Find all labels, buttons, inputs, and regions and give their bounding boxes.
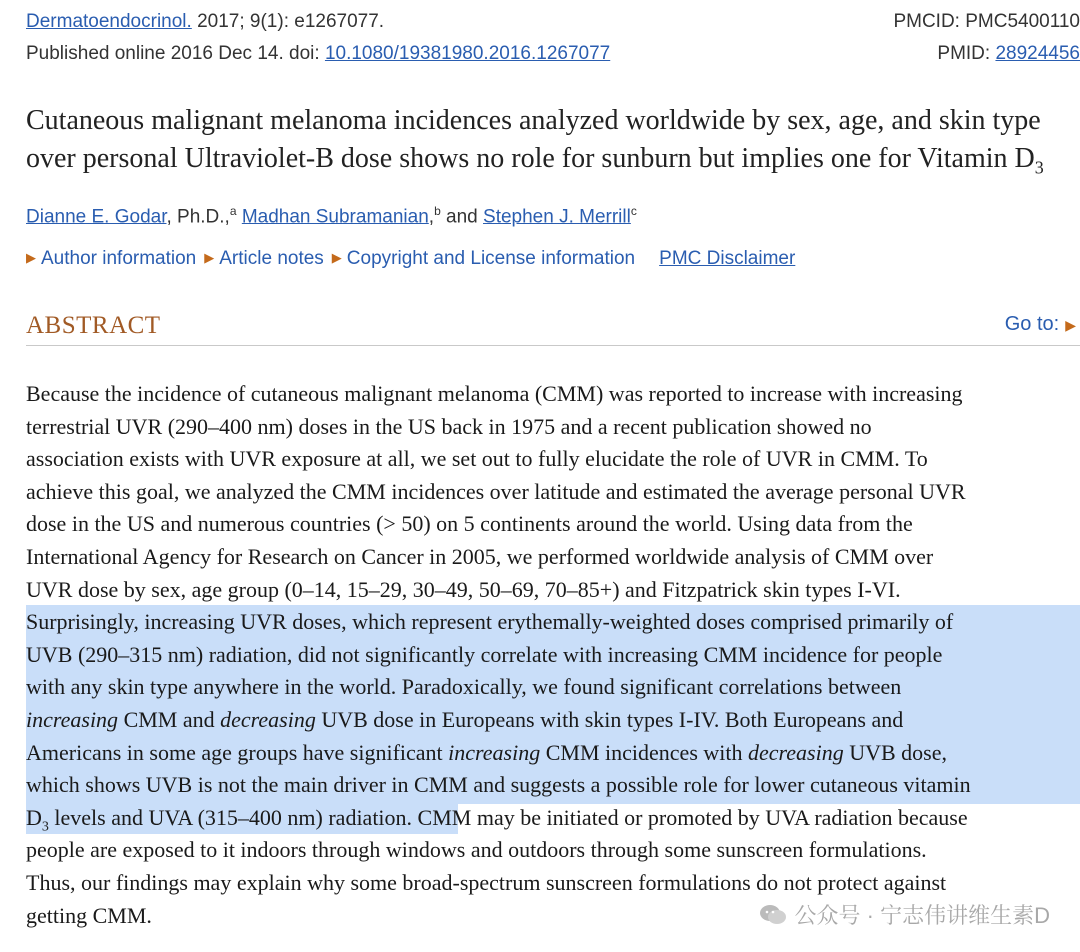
pmid: PMID: 28924456 xyxy=(937,43,1080,64)
triangle-right-icon: ▶ xyxy=(331,250,342,265)
article-note-label: Author information xyxy=(41,248,197,269)
author-list xyxy=(26,198,637,230)
abstract-line: International Agency for Research on Cancer in 2005, we performed worldwide analysis of CMM over xyxy=(26,543,934,569)
doi-link[interactable]: 10.1080/19381980.2016.1267077 xyxy=(324,43,611,64)
abstract-line: Americans in some age groups have significant increasing CMM incidences with decreasing UVB dose, xyxy=(26,739,947,765)
abstract-line: association exists with UVR exposure at all, we set out to fully elucidate the role of UVR in CMM. To xyxy=(26,446,928,472)
author-affiliation-mark: b xyxy=(434,204,441,218)
article-note-label: Article notes xyxy=(219,248,324,269)
triangle-right-icon: ▶ xyxy=(204,250,215,265)
wechat-icon xyxy=(759,903,787,927)
author-affiliation-mark: a xyxy=(229,204,237,218)
abstract-line: which shows UVB is not the main driver in CMM and suggests a possible role for lower cutaneous vitamin xyxy=(26,772,971,798)
abstract-line: with any skin type anywhere in the world. Paradoxically, we found significant correlations between xyxy=(26,674,902,700)
abstract-line: $D_3$ levels and UVA (315–400 nm) radiation. CMM may be initiated or promoted by UVA radiation because xyxy=(26,804,968,835)
citation-row xyxy=(26,10,1080,34)
abstract-line: dose in the US and numerous countries (> 50) on 5 continents around the world. Using data from the xyxy=(26,511,913,537)
published-text: Published online 2016 Dec 14. doi: xyxy=(26,43,325,64)
pmcid-value: PMC5400110 xyxy=(965,11,1080,32)
triangle-right-icon: ▶ xyxy=(1065,317,1076,333)
journal-link[interactable]: Dermatoendocrinol. xyxy=(26,11,192,32)
goto-menu[interactable]: Go to: ▶ xyxy=(1004,313,1076,335)
pmc-disclaimer-link[interactable]: PMC Disclaimer xyxy=(659,248,796,269)
author-suffix: , xyxy=(428,206,435,228)
article-note-toggle[interactable] xyxy=(204,248,324,269)
author-conjunction: and xyxy=(440,206,484,228)
author-suffix: , Ph.D., xyxy=(166,206,230,228)
pmcid: PMCID: PMC5400110 xyxy=(893,11,1080,32)
volume-info: 2017; 9(1): e1267077. xyxy=(191,11,385,32)
abstract-line: UVB (290–315 nm) radiation, did not significantly correlate with increasing CMM incidence for people xyxy=(26,641,943,667)
watermark-text: 公众号 · 宁志伟讲维生素D xyxy=(794,903,1050,928)
abstract-line: Thus, our findings may explain why some broad-spectrum sunscreen formulations do not protect against xyxy=(26,869,947,895)
publication-row xyxy=(26,42,1080,66)
abstract-line: increasing CMM and decreasing UVB dose in Europeans with skin types I-IV. Both Europeans and xyxy=(26,706,904,732)
article-note-toggle[interactable] xyxy=(332,248,635,269)
abstract-line: getting CMM. xyxy=(26,902,152,928)
article-title: Cutaneous malignant melanoma incidences analyzed worldwide by sex, age, and skin type over personal Ultraviolet-B dose shows no role for sunburn but implies one for Vitamin $D_3$ xyxy=(26,105,1044,178)
abstract-text[interactable] xyxy=(26,378,1080,932)
abstract-line: Surprisingly, increasing UVR doses, which represent erythemally-weighted doses comprised primarily of xyxy=(26,609,954,635)
author-affiliation-mark: c xyxy=(630,204,637,218)
abstract-line: Because the incidence of cutaneous malignant melanoma (CMM) was reported to increase with increasing xyxy=(26,381,963,406)
abstract-line: UVR dose by sex, age group (0–14, 15–29, 30–49, 50–69, 70–85+) and Fitzpatrick skin types I-VI. xyxy=(26,576,901,602)
abstract-line: people are exposed to it indoors through windows and outdoors through some sunscreen formulations. xyxy=(26,837,927,863)
article-note-label: Copyright and License information xyxy=(346,248,636,269)
abstract-heading: ABSTRACT xyxy=(26,312,161,339)
article-notes-bar xyxy=(26,246,795,273)
watermark xyxy=(759,899,1050,930)
pmid-link[interactable]: 28924456 xyxy=(995,43,1080,64)
abstract-line: terrestrial UVR (290–400 nm) doses in the US back in 1975 and a recent publication showed no xyxy=(26,413,872,439)
heading-divider xyxy=(26,345,1080,346)
abstract-line: achieve this goal, we analyzed the CMM incidences over latitude and estimated the average personal UVR xyxy=(26,478,966,504)
author-link[interactable]: Dianne E. Godar xyxy=(26,206,167,228)
article-note-toggle[interactable] xyxy=(26,248,196,269)
author-link[interactable]: Madhan Subramanian xyxy=(241,206,429,228)
triangle-right-icon: ▶ xyxy=(26,250,36,265)
author-link[interactable]: Stephen J. Merrill xyxy=(483,206,631,228)
